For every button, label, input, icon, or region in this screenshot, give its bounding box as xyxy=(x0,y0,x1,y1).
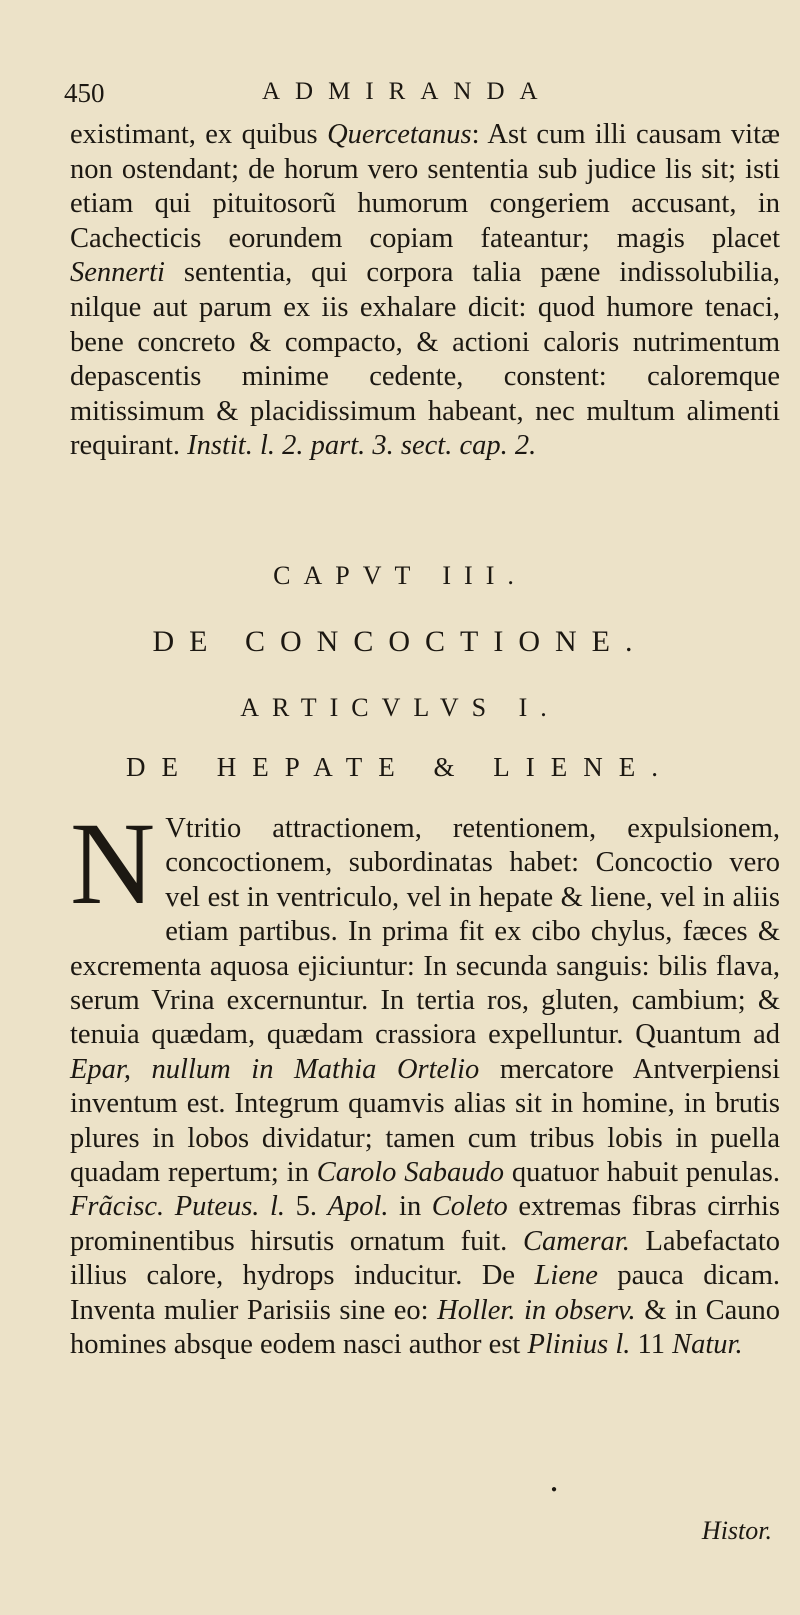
page-number: 450 xyxy=(64,78,105,108)
article-paragraph: N Vtritio attractionem, retentionem, expulsionem, concoctionem, subordinatas habet: Concoctio vero vel est in ventriculo, vel in hepate & liene, vel in aliis etiam partibus. In prima fit ex cibo chylus, fæces & excrementa aquosa ejiciuntur: In secunda sanguis: bilis flava, serum Vrina excernuntur. In tertia ros, gluten, cambium; & tenuia quædam, quædam crassiora expelluntur. Quantum ad Epar, nullum in Mathia Ortelio mercatore Antverpiensi inventum est. Integrum quamvis alias sit in homine, in brutis plures in lobos dividatur; tamen cum tribus lobis in puella quadam repertum; in Carolo Sabaudo quatuor habuit penulas. Frãcisc. Puteus. l. 5. Apol. in Coleto extremas fibras cirrhis prominentibus hirsutis ornatum fuit. Camerar. Labefactato illius calore, hydrops inducitur. De Liene pauca dicam. Inventa mulier Parisiis sine eo: Holler. in observ. & in Cauno homines absque eodem nasci author est Plinius l. 11 Natur. xyxy=(70,798,781,1361)
chapter-number: CAPVT III. xyxy=(273,561,527,590)
ink-speck: ● xyxy=(551,1484,558,1495)
drop-cap: N xyxy=(70,798,156,929)
article-number: ARTICVLVS I. xyxy=(240,693,560,722)
name-sennerti: Sennerti xyxy=(70,257,165,289)
continued-paragraph: existimant, ex quibus Quercetanus: Ast cum illi causam vitæ non ostendant; de horum vero sententia sub judice lis sit; isti etiam qui pituitosorũ humorum congeriem accusant, in Cachecticis eorundem copiam fateantur; magis placet Sennerti sententia, qui corpora talia pæne indissolubilia, nilque aut parum ex iis exhalare dicit: quod humore tenaci, bene concreto & compacto, & actioni caloris nutrimentum depascentis minime cedente, constent: caloremque mitissimum & placidissimum habeant, nec multum alimenti requirant. Instit. l. 2. part. 3. sect. cap. 2. xyxy=(70,119,781,462)
name-quercetanus: Quercetanus xyxy=(327,119,472,150)
chapter-title: DE CONCOCTIONE. xyxy=(152,625,648,658)
citation: Instit. l. 2. part. 3. sect. cap. 2. xyxy=(187,430,537,462)
running-head: ADMIRANDA xyxy=(262,78,553,105)
article-title: DE HEPATE & LIENE. xyxy=(126,752,674,782)
page-header xyxy=(64,78,604,118)
catchword: Histor. xyxy=(701,1516,772,1545)
